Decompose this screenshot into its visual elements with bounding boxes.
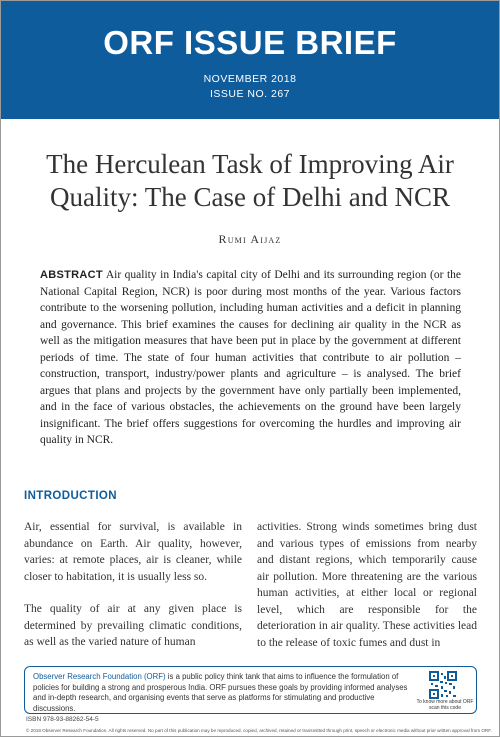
issue-date: NOVEMBER 2018 (203, 73, 297, 85)
qr-code-icon[interactable] (429, 671, 457, 699)
qr-caption: To know more about ORF scan this code (416, 699, 474, 711)
footer-description (33, 672, 413, 714)
abstract-label: ABSTRACT (40, 269, 103, 281)
intro-paragraph-3: activities. Strong winds sometimes bring dust and various types of emissions from nearby and distant regions, which temporarily cause air pollution. More threatening are the various human activities, at either local or regional level, which are responsible for the deterioration in air quality. These activities lead to the release of toxic fumes and dust in (257, 521, 477, 649)
footer-org-description: is a public policy think tank that aims to influence the formulation of policies for building a strong and prosperous India. ORF pursues these goals by providing informed analyses and in-depth research, and organising events that serve as platforms for stimulating and productive discussions. (33, 672, 408, 713)
abstract-text: Air quality in India's capital city of Delhi and its surrounding region (or the National Capital Region, NCR) is poor during most months of the year. Various factors contribute to the worsening pollution, including human activities and a deficit in planning and governance. This brief examines the causes for declining air quality in the NCR as well as the mitigation measures that have been put in place by the government at different periods of time. The state of four human activities that contribute to air pollution – construction, transport, industry/power plants and agriculture – is analysed. The brief argues that plans and projects by the government have only partially been implemented, and in the face of various obstacles, the achievements on the ground have been largely insignificant. The brief offers suggestions for overcoming the hurdles and improving air quality in NCR. (40, 269, 461, 446)
introduction-heading: INTRODUCTION (24, 490, 117, 502)
intro-paragraph-1: Air, essential for survival, is available in abundance on Earth. Air quality, however, varies: at remote places, air is cleaner, while closer to habitation, it is usually less so. (24, 521, 242, 583)
intro-left-column (24, 519, 242, 667)
intro-paragraph-2: The quality of air at any given place is determined by prevailing climatic conditions, as well as the varied nature of human (24, 603, 242, 648)
footer-info-box (24, 666, 477, 714)
orf-issue-brief-logo: ORF ISSUE BRIEF (103, 24, 397, 61)
intro-right-column (257, 519, 477, 667)
header-banner (1, 1, 499, 119)
copyright-notice: © 2018 Observer Research Foundation. All rights reserved. No part of this publication may be reproduced, copied, archived, retained or transmitted through print, speech or electronic media without prior written approval from ORF. (26, 728, 492, 733)
page-title: The Herculean Task of Improving Air Quality: The Case of Delhi and NCR (46, 149, 454, 212)
author-name: Rumi Aijaz (218, 232, 282, 246)
issue-number: ISSUE NO. 267 (209, 88, 291, 100)
footer-org-name: Observer Research Foundation (ORF) (33, 672, 166, 681)
isbn: ISBN 978-93-88262-54-5 (26, 716, 99, 723)
abstract (40, 267, 461, 449)
